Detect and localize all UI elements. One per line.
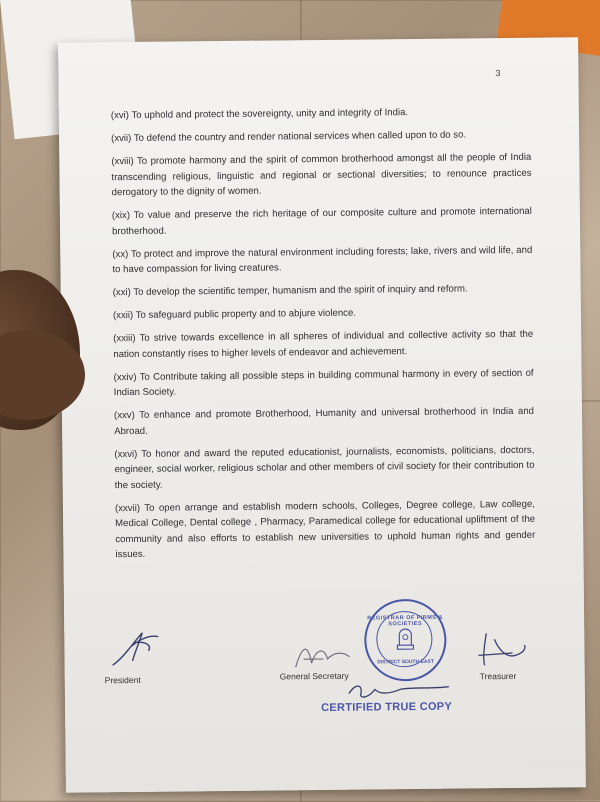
item-xxvii: (xxvii) To open arrange and establish modern schools, Colleges, Degree college, Law college, Medical College, Dental college , Pharmacy, Paramedical college for educational upliftment of the community and also efforts to establish new universities to uphold human rights and gender issues. [114, 498, 536, 561]
page-number: 3 [495, 68, 501, 79]
item-xxi: (xxi) To develop the scientific temper, humanism and the spirit of inquiry and reform. [112, 283, 468, 299]
item-xx: (xx) To protect and improve the natural environment including forests; lake, rivers and wild life, and to have compassion for living creatures. [112, 244, 533, 276]
item-xxii: (xxii) To safeguard public property and to abjure violence. [112, 307, 357, 322]
document-page [58, 37, 586, 792]
item-xxv: (xxv) To enhance and promote Brotherhood, Humanity and universal brotherhood in India and Abroad. [113, 405, 535, 437]
item-xviii: (xviii) To promote harmony and the spirit of common brotherhood amongst all the people of India transcending religious, linguistic and regional or sectional diversities; to renounce practices derogatory to the dignity of women. [111, 151, 532, 199]
national-emblem-icon [394, 625, 416, 653]
item-xvii: (xvii) To defend the country and render national services when called upon to do so. [111, 129, 467, 145]
document-body [111, 104, 536, 570]
signature-row [104, 623, 545, 698]
president-signature [104, 627, 174, 673]
treasurer-label: Treasurer [479, 670, 517, 682]
president-label: President [104, 674, 141, 686]
treasurer-signature [472, 629, 532, 670]
item-xxiii: (xxiii) To strive towards excellence in all spheres of individual and collective activity so that the nation constantly rises to higher levels of endeavor and achievement. [113, 328, 534, 360]
seal-top-text: REGISTRAR OF FIRMS & SOCIETIES [367, 614, 444, 628]
seal-bottom-text: DISTRICT SOUTH EAST [377, 658, 434, 666]
certification-signature [345, 679, 455, 702]
item-xxvi: (xxvi) To honor and award the reputed educationist, journalists, economists, politicians, doctors, engineer, social worker, religious scholar and other members of civil society for their contribution to the society. [114, 444, 535, 491]
general-secretary-label: General Secretary [279, 670, 349, 682]
item-xix: (xix) To value and preserve the rich heritage of our composite culture and promote international brotherhood. [111, 205, 532, 237]
registrar-seal [364, 599, 447, 682]
general-secretary-signature [289, 637, 364, 673]
item-xxiv: (xxiv) To Contribute taking all possible steps in building communal harmony in every of section of Indian Society. [113, 367, 534, 399]
item-xvi: (xvi) To uphold and protect the sovereignty, unity and integrity of India. [110, 107, 409, 122]
certified-true-copy-stamp: CERTIFIED TRUE COPY [321, 700, 453, 715]
